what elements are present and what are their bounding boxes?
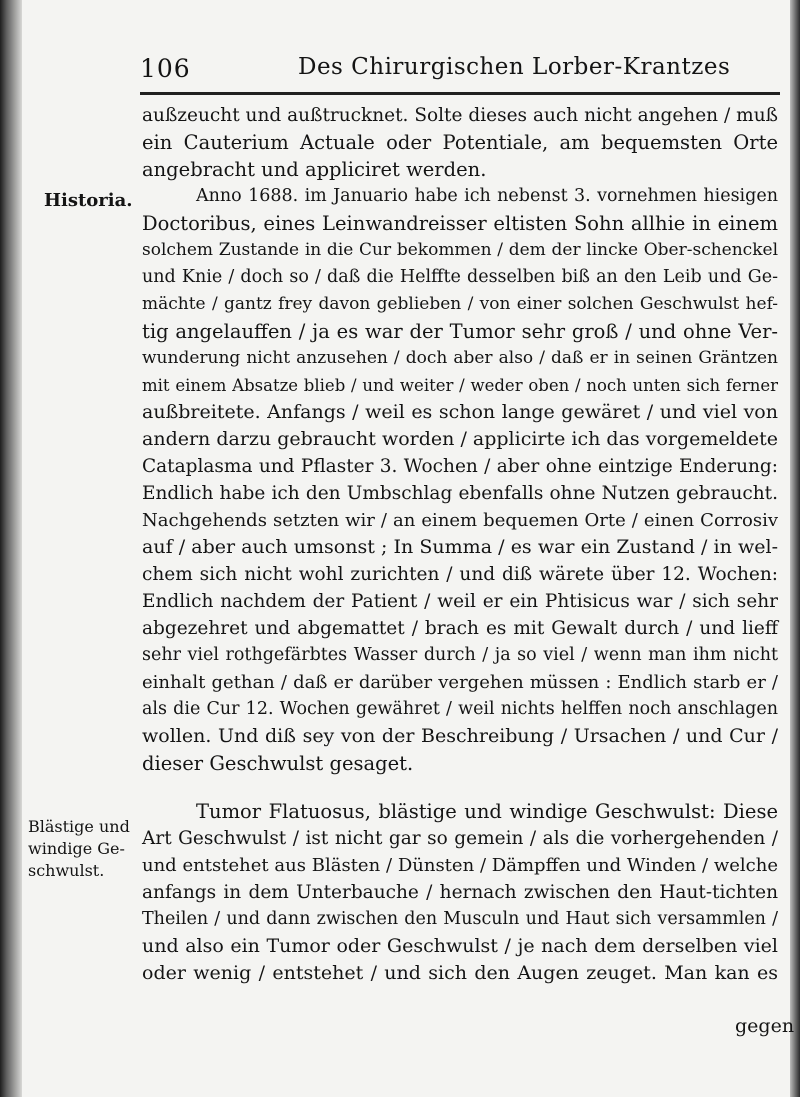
text-line: chem sich nicht wohl zurichten / und diß wärete über 12. Wochen: bbox=[142, 564, 778, 585]
text-line: ein Cauterium Actuale oder Potentiale, am bequemsten Orte bbox=[142, 131, 778, 154]
text-line: solchem Zustande in die Cur bekommen / dem der lincke Ober-schenckel bbox=[142, 240, 778, 260]
text-line: außbreitete. Anfangs / weil es schon lange gewäret / und viel von bbox=[142, 401, 778, 423]
text-line: Nachgehends setzten wir / an einem bequemen Orte / einen Corrosiv bbox=[142, 510, 778, 531]
header-rule bbox=[140, 92, 780, 95]
margin-note-line: Blästige und bbox=[28, 817, 130, 836]
text-line: Art Geschwulst / ist nicht gar so gemein / als die vorhergehenden / bbox=[142, 828, 778, 849]
text-line: Endlich habe ich den Umbschlag ebenfalls ohne Nutzen gebraucht. bbox=[142, 483, 778, 504]
text-line: als die Cur 12. Wochen gewähret / weil nichts helffen noch anschlagen bbox=[142, 699, 778, 719]
page-number: 106 bbox=[140, 54, 191, 83]
binding-shadow bbox=[0, 0, 22, 1097]
running-title: Des Chirurgischen Lorber-Krantzes bbox=[298, 54, 731, 80]
text-line: Endlich nachdem der Patient / weil er ein Phtisicus war / sich sehr bbox=[142, 591, 778, 612]
text-line: oder wenig / entstehet / und sich den Augen zeuget. Man kan es bbox=[142, 962, 778, 984]
margin-note-line: windige Ge- bbox=[28, 839, 125, 858]
main-text bbox=[142, 102, 778, 987]
text-line: und also ein Tumor oder Geschwulst / je nach dem derselben viel bbox=[142, 935, 778, 957]
text-line: außzeucht und außtrucknet. Solte dieses auch nicht angehen / muß bbox=[142, 105, 778, 126]
text-line: mit einem Absatze blieb / und weiter / weder oben / noch unten sich ferner bbox=[142, 376, 778, 395]
page-header bbox=[140, 48, 780, 88]
text-line: wollen. Und diß sey von der Beschreibung / Ursachen / und Cur / bbox=[142, 725, 778, 747]
text-line: dieser Geschwulst gesaget. bbox=[142, 752, 414, 775]
margin-note-flatuosus bbox=[28, 816, 138, 882]
text-line: einhalt gethan / daß er darüber vergehen müssen : Endlich starb er / bbox=[142, 672, 778, 693]
margin-note-line: schwulst. bbox=[28, 861, 105, 880]
text-line: Theilen / und dann zwischen den Musculn und Haut sich versammlen / bbox=[142, 909, 778, 929]
text-line: tig angelauffen / ja es war der Tumor sehr groß / und ohne Ver- bbox=[142, 320, 778, 343]
text-line: auf / aber auch umsonst ; In Summa / es war ein Zustand / in wel- bbox=[142, 536, 778, 558]
text-line: und Knie / doch so / daß die Helffte desselben biß an den Leib und Ge- bbox=[142, 267, 778, 287]
text-line: Tumor Flatuosus, blästige und windige Geschwulst: Diese bbox=[196, 800, 778, 823]
text-line: wunderung nicht anzusehen / doch aber also / daß er in seinen Gräntzen bbox=[142, 348, 778, 368]
page-edge bbox=[790, 0, 800, 1097]
text-line: angebracht und appliciret werden. bbox=[142, 158, 487, 181]
text-line: Doctoribus, eines Leinwandreisser eltisten Sohn allhie in einem bbox=[142, 212, 778, 235]
text-line: abgezehret und abgemattet / brach es mit Gewalt durch / und lieff bbox=[142, 618, 778, 639]
catchword: gegen bbox=[735, 1015, 795, 1037]
text-line: sehr viel rothgefärbtes Wasser durch / ja so viel / wenn man ihm nicht bbox=[142, 645, 778, 665]
paragraph-gap bbox=[142, 777, 778, 798]
text-line: anfangs in dem Unterbauche / hernach zwischen den Haut-tichten bbox=[142, 882, 778, 903]
text-line: Anno 1688. im Januario habe ich nebenst 3. vornehmen hiesigen bbox=[196, 186, 778, 206]
text-line: mächte / gantz frey davon geblieben / von einer solchen Geschwulst hef- bbox=[142, 294, 778, 314]
text-line: Cataplasma und Pflaster 3. Wochen / aber ohne eintzige Enderung: bbox=[142, 456, 778, 477]
text-line: andern darzu gebraucht worden / applicirte ich das vorgemeldete bbox=[142, 428, 778, 450]
text-line: und entstehet aus Blästen / Dünsten / Dämpffen und Winden / welche bbox=[142, 855, 778, 876]
margin-note-historia: Historia. bbox=[44, 190, 133, 211]
